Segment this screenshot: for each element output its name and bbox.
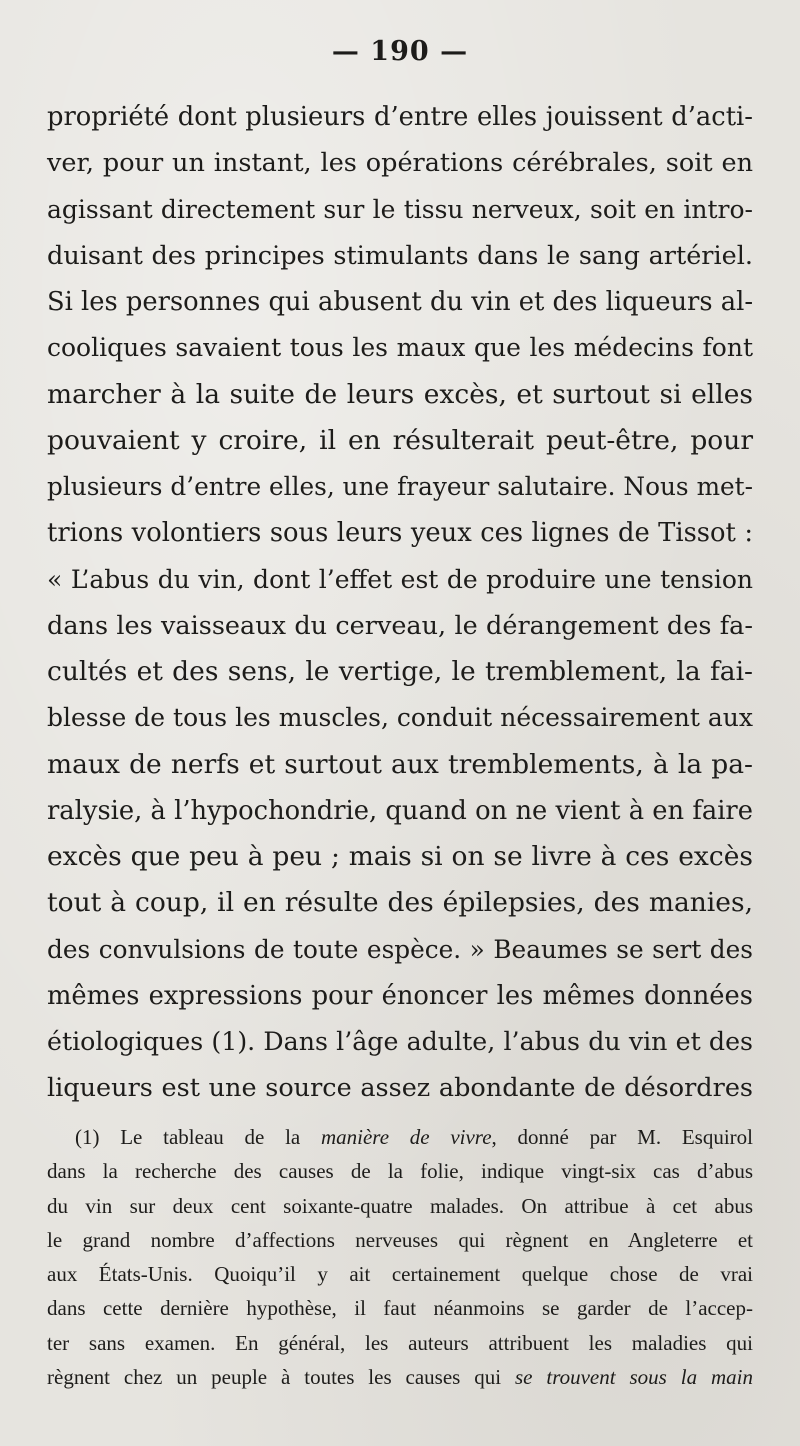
body-line: marcher à la suite de leurs excès, et surtout si elles: [47, 378, 753, 410]
body-line: agissant directement sur le tissu nerveux, soit en intro-: [47, 194, 753, 224]
body-line: ver, pour un instant, les opérations cérébrales, soit en: [47, 148, 753, 179]
footnote-line: le grand nombre d’affections nerveuses qui règnent en Angleterre et: [47, 1227, 753, 1252]
body-line: pouvaient y croire, il en résulterait peut-être, pour: [47, 424, 753, 456]
body-line: cooliques savaient tous les maux que les médecins font: [47, 333, 753, 363]
body-line: cultés et des sens, le vertige, le tremblement, la fai-: [47, 656, 753, 687]
footnote-text: , donné par M. Esquirol: [491, 1125, 753, 1149]
footnote-line: aux États-Unis. Quoiqu’il y ait certainement quelque chose de vrai: [47, 1262, 753, 1287]
body-line: liqueurs est une source assez abondante de désordres: [47, 1073, 753, 1104]
footnote-text: règnent chez un peuple à toutes les causes qui: [47, 1365, 515, 1390]
footnote-line: du vin sur deux cent soixante-quatre malades. On attribue à cet abus: [47, 1193, 753, 1218]
body-line: « L’abus du vin, dont l’effet est de produire une tension: [47, 564, 753, 594]
body-line: tout à coup, il en résulte des épilepsies, des manies,: [47, 887, 753, 919]
footnote-italic-text: se trouvent sous la main: [514, 1365, 753, 1390]
footnote-line: dans cette dernière hypothèse, il faut néanmoins se garder de l’accep-: [47, 1296, 753, 1321]
footnote-line: ter sans examen. En général, les auteurs attribuent les maladies qui: [47, 1330, 753, 1355]
footnote-line: [47, 1360, 753, 1394]
footnote-italic-text: manière de vivre: [320, 1125, 492, 1149]
body-line: plusieurs d’entre elles, une frayeur salutaire. Nous met-: [47, 472, 753, 501]
body-line: Si les personnes qui abusent du vin et des liqueurs al-: [47, 287, 754, 317]
body-line: propriété dont plusieurs d’entre elles jouissent d’acti-: [47, 102, 753, 132]
body-line: dans les vaisseaux du cerveau, le dérangement des fa-: [47, 610, 753, 641]
body-line: trions volontiers sous leurs yeux ces lignes de Tissot :: [47, 518, 753, 549]
footnote-text: (1) Le tableau de la: [75, 1125, 321, 1149]
body-line: étiologiques (1). Dans l’âge adulte, l’abus du vin et des: [47, 1027, 753, 1056]
body-line: maux de nerfs et surtout aux tremblements, à la pa-: [47, 748, 753, 780]
body-line: mêmes expressions pour énoncer les mêmes données: [47, 980, 753, 1011]
page-number: — 190 —: [331, 36, 469, 67]
footnote-line: dans la recherche des causes de la folie, indique vingt-six cas d’abus: [47, 1159, 753, 1184]
body-text: [47, 94, 753, 1112]
footnote-line: [47, 1120, 753, 1154]
body-line: blesse de tous les muscles, conduit nécessairement aux: [47, 703, 753, 733]
footnote: [47, 1120, 753, 1394]
body-line: excès que peu à peu ; mais si on se livre à ces excès: [47, 841, 753, 872]
body-line: duisant des principes stimulants dans le sang artériel.: [47, 240, 753, 271]
body-line: des convulsions de toute espèce. » Beaumes se sert des: [47, 934, 753, 964]
body-line: ralysie, à l’hypochondrie, quand on ne vient à en faire: [47, 795, 753, 826]
